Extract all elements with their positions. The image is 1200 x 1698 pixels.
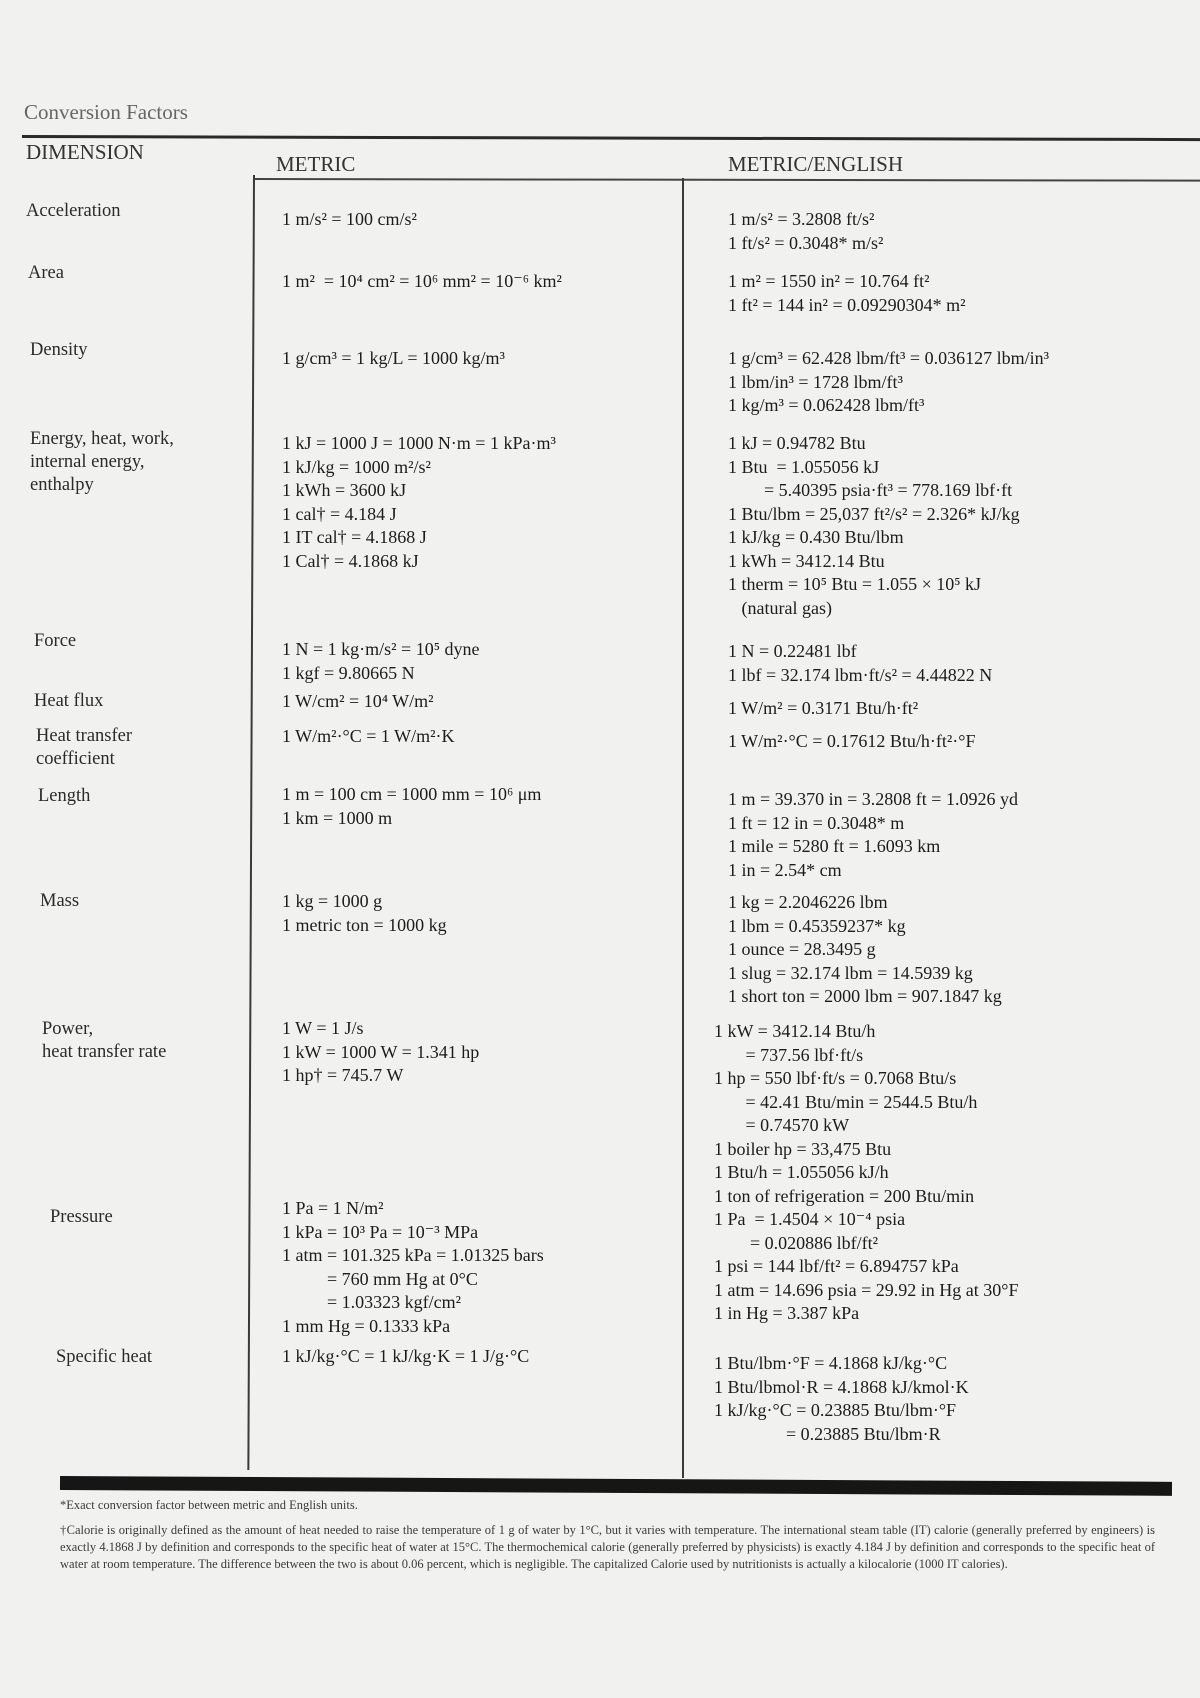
dimension-label: Area [28,263,64,283]
english-conversion-line: 1 kJ/kg·°C = 0.23885 Btu/lbm·°F [714,1400,957,1420]
english-conversions [728,270,966,317]
english-conversion-line: = 0.23885 Btu/lbm·R [714,1423,941,1444]
metric-conversion-line: 1 kJ/kg = 1000 m²/s² [282,456,431,477]
english-conversions [728,432,1020,620]
dimension-label: Length [38,786,91,806]
metric-conversion-line: 1 W/m²·°C = 1 W/m²·K [282,726,455,746]
metric-conversion-line: 1 kgf = 9.80665 N [282,662,415,683]
header-metric-english: METRIC/ENGLISH [728,152,903,176]
english-conversions [728,788,1018,882]
english-conversion-line: 1 ft = 12 in = 0.3048* m [728,812,905,833]
english-conversion-line: 1 Btu/lbm·°F = 4.1868 kJ/kg·°C [714,1353,948,1373]
english-conversion-line: 1 W/m² = 0.3171 Btu/h·ft² [728,698,919,718]
metric-conversion-line: = 760 mm Hg at 0°C [282,1268,478,1289]
metric-conversion-line: 1 W = 1 J/s [282,1018,364,1038]
english-conversion-line: 1 Btu/h = 1.055056 kJ/h [714,1162,889,1182]
english-conversion-line: 1 ounce = 28.3495 g [728,939,876,959]
english-conversion-line: 1 kJ = 0.94782 Btu [728,433,866,453]
metric-conversion-line: 1 m/s² = 100 cm/s² [282,209,417,229]
english-conversion-line: = 0.74570 kW [714,1115,850,1135]
top-rule [22,135,1200,141]
metric-conversion-line: 1 metric ton = 1000 kg [282,914,447,935]
english-conversion-line: 1 kWh = 3412.14 Btu [728,550,885,571]
metric-conversions [282,638,479,685]
english-conversion-line: 1 lbm/in³ = 1728 lbm/ft³ [728,371,903,392]
metric-conversions [282,347,505,371]
english-conversion-line: 1 in Hg = 3.387 kPa [714,1303,860,1323]
header-dimension: DIMENSION [26,140,144,164]
footnote-exact: *Exact conversion factor between metric and English units. [60,1498,358,1512]
english-conversions [714,1352,969,1446]
english-conversion-line: 1 ft/s² = 0.3048* m/s² [728,232,884,253]
english-conversion-line: 1 W/m²·°C = 0.17612 Btu/h·ft²·°F [728,731,976,751]
metric-conversion-line: 1 m² = 10⁴ cm² = 10⁶ mm² = 10⁻⁶ km² [282,271,562,291]
english-conversion-line: 1 psi = 144 lbf/ft² = 6.894757 kPa [714,1256,959,1276]
dimension-label: Specific heat [56,1347,153,1367]
english-conversion-line: (natural gas) [728,597,832,618]
english-conversion-line: 1 g/cm³ = 62.428 lbm/ft³ = 0.036127 lbm/in³ [728,348,1049,368]
english-conversion-line: 1 short ton = 2000 lbm = 907.1847 kg [728,986,1002,1006]
metric-conversion-line: 1 g/cm³ = 1 kg/L = 1000 kg/m³ [282,348,505,368]
english-conversion-line: = 737.56 lbf·ft/s [714,1044,864,1065]
metric-conversion-line: 1 Cal† = 4.1868 kJ [282,550,419,571]
metric-conversion-line: 1 atm = 101.325 kPa = 1.01325 bars [282,1245,544,1265]
metric-conversions [282,725,454,749]
english-conversion-line: = 0.020886 lbf/ft² [714,1232,879,1253]
metric-conversions [282,783,541,830]
dimension-label: Acceleration [26,201,121,221]
dimension-label: Mass [40,891,80,911]
english-conversion-line: 1 slug = 32.174 lbm = 14.5939 kg [728,962,973,983]
dimension-label: Density [30,340,88,360]
english-conversion-line: 1 Btu/lbm = 25,037 ft²/s² = 2.326* kJ/kg [728,503,1020,524]
metric-conversion-line: 1 m = 100 cm = 1000 mm = 10⁶ μm [282,784,542,804]
metric-conversion-line: 1 mm Hg = 0.1333 kPa [282,1315,451,1336]
english-conversion-line: 1 hp = 550 lbf·ft/s = 0.7068 Btu/s [714,1068,957,1088]
english-conversion-line: 1 m/s² = 3.2808 ft/s² [728,209,875,229]
english-conversion-line: 1 m² = 1550 in² = 10.764 ft² [728,271,930,291]
english-conversions [714,1208,1019,1326]
dimension-label: Energy, heat, work, internal energy, enthalpy [30,429,174,495]
metric-conversions [282,690,434,714]
english-conversion-line: 1 ft² = 144 in² = 0.09290304* m² [728,294,966,315]
dimension-label: Power, heat transfer rate [42,1019,167,1062]
english-conversion-line: 1 in = 2.54* cm [728,859,842,880]
metric-conversion-line: 1 kJ/kg·°C = 1 kJ/kg·K = 1 J/g·°C [282,1346,530,1366]
page-title: Conversion Factors [24,100,188,124]
english-conversion-line: 1 m = 39.370 in = 3.2808 ft = 1.0926 yd [728,789,1018,809]
english-conversion-line: 1 kW = 3412.14 Btu/h [714,1021,876,1041]
english-conversion-line: = 42.41 Btu/min = 2544.5 Btu/h [714,1091,978,1112]
dimension-label: Force [34,631,77,651]
english-conversion-line: 1 Pa = 1.4504 × 10⁻⁴ psia [714,1209,906,1229]
metric-conversion-line: 1 hp† = 745.7 W [282,1065,404,1085]
english-conversion-line: 1 lbf = 32.174 lbm·ft/s² = 4.44822 N [728,664,993,685]
metric-conversion-line: = 1.03323 kgf/cm² [282,1292,462,1312]
metric-conversion-line: 1 kPa = 10³ Pa = 10⁻³ MPa [282,1221,479,1242]
english-conversions [728,347,1049,418]
metric-conversion-line: 1 Pa = 1 N/m² [282,1198,384,1218]
english-conversions [728,697,918,721]
metric-conversion-line: 1 kg = 1000 g [282,891,383,911]
english-conversion-line: 1 boiler hp = 33,475 Btu [714,1138,892,1159]
metric-conversion-line: 1 kJ = 1000 J = 1000 N·m = 1 kPa·m³ [282,433,556,453]
metric-conversions [282,890,447,937]
footnote-calorie: †Calorie is originally defined as the amount of heat needed to raise the temperature of 1 g of water by 1°C, but it varies with temperature. The international steam table (IT) calorie (generally preferred by engineers) is exactly 4.1868 J by definition and corresponds to the specific heat of water at 15°C. The thermochemical calorie (generally preferred by physicists) is exactly 4.184 J by definition and corresponds to the specific heat of water at room temperature. The difference between the two is about 0.06 percent, which is negligible. The capitalized Calorie used by nutritionists is actually a kilocalorie (1000 IT calories). [60,1523,1155,1571]
english-conversions [728,891,1002,1009]
column-divider-1 [247,175,255,1470]
header-metric: METRIC [276,152,356,176]
english-conversion-line: 1 kJ/kg = 0.430 Btu/lbm [728,527,904,547]
column-divider-2 [682,178,684,1478]
metric-conversion-line: 1 IT cal† = 4.1868 J [282,527,427,547]
metric-conversion-line: 1 km = 1000 m [282,807,393,828]
english-conversion-line: 1 kg = 2.2046226 lbm [728,892,888,912]
english-conversion-line: 1 atm = 14.696 psia = 29.92 in Hg at 30°F [714,1279,1019,1300]
dimension-label: Pressure [50,1207,113,1227]
metric-conversions [282,1017,479,1088]
dimension-label: Heat flux [34,691,104,711]
english-conversion-line: 1 N = 0.22481 lbf [728,641,857,661]
metric-conversion-line: 1 N = 1 kg·m/s² = 10⁵ dyne [282,639,480,659]
english-conversion-line: 1 therm = 10⁵ Btu = 1.055 × 10⁵ kJ [728,574,982,594]
metric-conversions [282,432,556,573]
english-conversion-line: = 5.40395 psia·ft³ = 778.169 lbf·ft [728,480,1013,500]
metric-conversion-line: 1 W/cm² = 10⁴ W/m² [282,691,434,711]
english-conversions [714,1020,977,1208]
english-conversions [728,730,976,754]
bottom-rule [60,1476,1172,1496]
dimension-label: Heat transfer coefficient [36,726,133,769]
english-conversion-line: 1 kg/m³ = 0.062428 lbm/ft³ [728,395,925,415]
english-conversion-line: 1 mile = 5280 ft = 1.6093 km [728,836,941,856]
metric-conversions [282,1197,544,1338]
english-conversion-line: 1 lbm = 0.45359237* kg [728,915,906,936]
header-rule [255,178,1200,182]
english-conversion-line: 1 Btu/lbmol·R = 4.1868 kJ/kmol·K [714,1376,969,1397]
metric-conversions [282,270,562,294]
english-conversion-line: 1 ton of refrigeration = 200 Btu/min [714,1185,975,1206]
footnotes [60,1497,1155,1581]
english-conversions [728,640,992,687]
english-conversions [728,208,883,255]
metric-conversions [282,208,417,232]
metric-conversion-line: 1 kW = 1000 W = 1.341 hp [282,1041,480,1062]
english-conversion-line: 1 Btu = 1.055056 kJ [728,456,880,477]
metric-conversions [282,1345,529,1369]
metric-conversion-line: 1 kWh = 3600 kJ [282,480,407,500]
metric-conversion-line: 1 cal† = 4.184 J [282,503,397,524]
